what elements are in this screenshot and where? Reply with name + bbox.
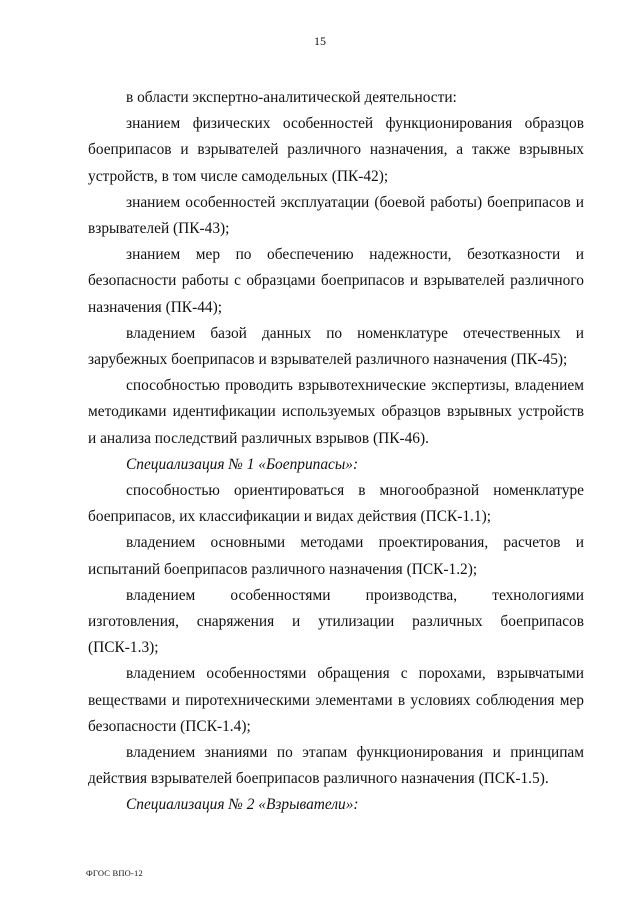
page-number: 15	[314, 34, 326, 48]
competency-pk-42: знанием физических особенностей функционирования образцов боеприпасов и взрывателей различного назначения, а также взрывных устройств, в том числе самодельных (ПК-42);	[88, 115, 584, 185]
competency-psk-1-2: владением основными методами проектирования, расчетов и испытаний боеприпасов различного назначения (ПСК-1.2);	[88, 534, 584, 578]
competency-psk-1-4: владением особенностями обращения с порохами, взрывчатыми веществами и пиротехническими элементами в условиях соблюдения мер безопасности (ПСК-1.4);	[88, 665, 584, 735]
section-intro: в области экспертно-аналитической деятельности:	[126, 89, 457, 106]
specialization-2-heading: Специализация № 2 «Взрыватели»:	[126, 796, 359, 814]
competency-pk-46: способностью проводить взрывотехнические экспертизы, владением методиками идентификации используемых образцов взрывных устройств и анализа последствий различных взрывов (ПК-46).	[88, 377, 584, 447]
specialization-1-heading: Специализация № 1 «Боеприпасы»:	[126, 455, 359, 473]
competency-psk-1-3: владением особенностями производства, технологиями изготовления, снаряжения и утилизации различных боеприпасов (ПСК-1.3);	[88, 586, 584, 657]
competency-psk-1-1: способностью ориентироваться в многообразной номенклатуре боеприпасов, их классификации и видах действия (ПСК-1.1);	[88, 482, 584, 526]
competency-pk-43: знанием особенностей эксплуатации (боевой работы) боеприпасов и взрывателей (ПК-43);	[88, 193, 584, 238]
competency-pk-44: знанием мер по обеспечению надежности, безотказности и безопасности работы с образцами боеприпасов и взрывателей различного назначения (ПК-44);	[88, 246, 584, 316]
competency-psk-1-5: владением знаниями по этапам функционирования и принципам действия взрывателей боеприпасов различного назначения (ПСК-1.5).	[88, 744, 584, 788]
footer-standard-code: ФГОС ВПО-12	[86, 868, 143, 878]
page-body	[88, 85, 584, 819]
competency-pk-45: владением базой данных по номенклатуре отечественных и зарубежных боеприпасов и взрывателей различного назначения (ПК-45);	[88, 324, 584, 369]
